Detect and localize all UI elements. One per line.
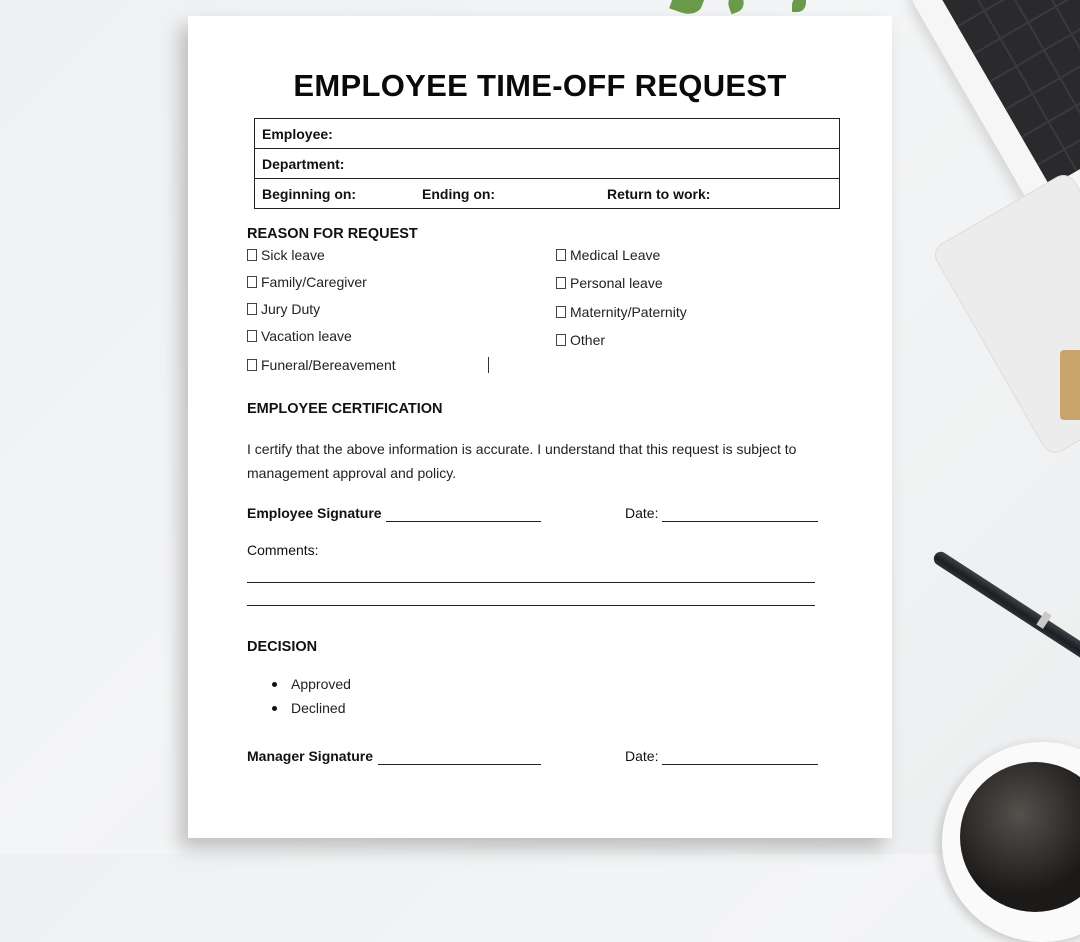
- manager-signature-line[interactable]: [378, 764, 541, 765]
- checkbox-other[interactable]: Other: [556, 332, 605, 348]
- manager-date-line[interactable]: [662, 764, 818, 765]
- checkbox-icon: [556, 249, 566, 261]
- checkbox-funeral-bereavement[interactable]: Funeral/Bereavement: [247, 357, 396, 373]
- plant-leaf: [792, 0, 806, 12]
- certification-heading: EMPLOYEE CERTIFICATION: [247, 401, 443, 417]
- certification-text: I certify that the above information is accurate. I understand that this request is subject to management approval and policy.: [247, 441, 797, 481]
- checkbox-icon: [556, 306, 566, 318]
- return-to-work-label: Return to work:: [607, 186, 711, 202]
- checkbox-sick-leave[interactable]: Sick leave: [247, 247, 325, 263]
- decision-heading: DECISION: [247, 639, 318, 655]
- checkbox-icon: [247, 330, 257, 342]
- checkbox-maternity-paternity[interactable]: Maternity/Paternity: [556, 304, 687, 320]
- employee-date-label: Date:: [625, 505, 659, 521]
- employee-date-line[interactable]: [662, 521, 818, 522]
- checkbox-family-caregiver[interactable]: Family/Caregiver: [247, 274, 367, 290]
- text-cursor: [488, 357, 489, 373]
- decision-option-approved[interactable]: Approved: [272, 676, 351, 692]
- time-off-request-form: [188, 16, 892, 838]
- checkbox-personal-leave[interactable]: Personal leave: [556, 275, 663, 291]
- checkbox-icon: [247, 276, 257, 288]
- decision-option-declined[interactable]: Declined: [272, 700, 345, 716]
- comments-line-1[interactable]: [247, 582, 815, 583]
- beginning-on-label: Beginning on:: [262, 186, 357, 202]
- form-title: EMPLOYEE TIME-OFF REQUEST: [293, 68, 787, 103]
- checkbox-icon: [247, 303, 257, 315]
- checkbox-icon: [247, 249, 257, 261]
- department-label: Department:: [262, 156, 345, 172]
- employee-label: Employee:: [262, 126, 333, 142]
- manager-signature-label: Manager Signature: [247, 748, 374, 764]
- checkbox-medical-leave[interactable]: Medical Leave: [556, 247, 660, 263]
- ending-on-label: Ending on:: [422, 186, 496, 202]
- comments-line-2[interactable]: [247, 605, 815, 606]
- department-row[interactable]: [255, 149, 839, 179]
- reason-heading: REASON FOR REQUEST: [247, 226, 418, 242]
- employee-row[interactable]: [255, 119, 839, 149]
- checkbox-icon: [247, 359, 257, 371]
- employee-info-table: [254, 118, 840, 209]
- checkbox-icon: [556, 277, 566, 289]
- employee-signature-label: Employee Signature: [247, 505, 382, 521]
- employee-signature-line[interactable]: [386, 521, 541, 522]
- plant-leaf: [725, 0, 746, 14]
- comments-label: Comments:: [247, 542, 319, 558]
- checkbox-jury-duty[interactable]: Jury Duty: [247, 301, 320, 317]
- laptop-touchpad-image: [930, 170, 1080, 458]
- checkbox-icon: [556, 334, 566, 346]
- bullet-icon: [272, 706, 277, 711]
- dates-row[interactable]: [255, 179, 839, 208]
- bullet-icon: [272, 682, 277, 687]
- checkbox-vacation-leave[interactable]: Vacation leave: [247, 328, 352, 344]
- manager-date-label: Date:: [625, 748, 659, 764]
- pen-image: [931, 549, 1080, 664]
- wooden-object-image: [1060, 350, 1080, 420]
